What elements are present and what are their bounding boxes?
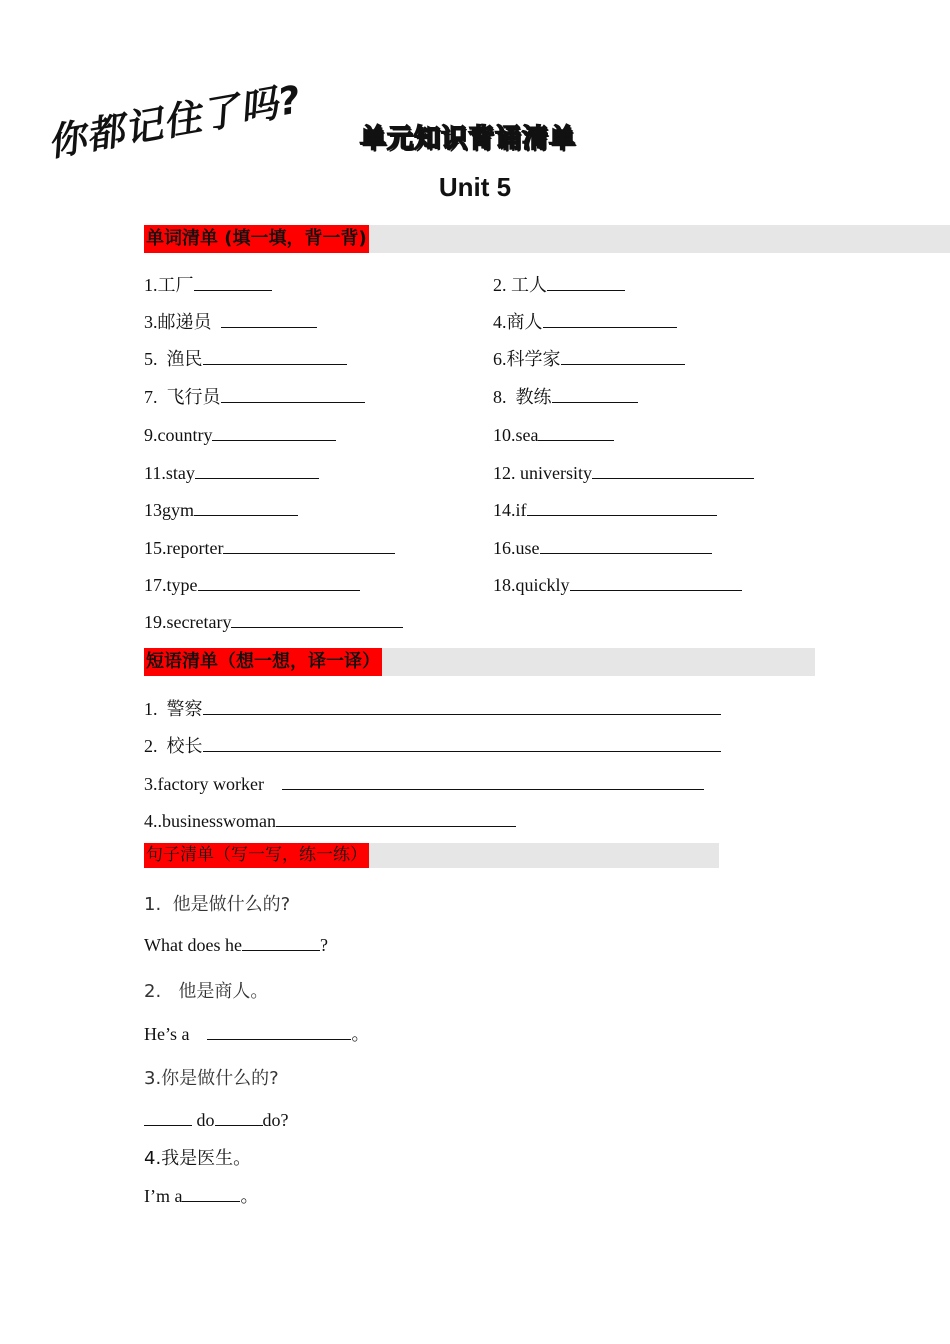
- answer-blank[interactable]: [198, 572, 360, 591]
- word-item-17: 17.type: [144, 572, 360, 597]
- answer-blank[interactable]: [207, 1021, 351, 1040]
- answer-blank[interactable]: [221, 384, 365, 403]
- answer-blank[interactable]: [540, 535, 712, 554]
- sentence-en-1: What does he ?: [144, 932, 328, 956]
- answer-blank[interactable]: [215, 1107, 263, 1126]
- answer-blank[interactable]: [194, 272, 272, 291]
- phrase-item-2: 2. 校长: [144, 733, 721, 758]
- word-item-14: 14.if: [493, 497, 717, 522]
- answer-blank[interactable]: [276, 808, 516, 827]
- section-words-bar: [144, 225, 950, 253]
- answer-blank[interactable]: [203, 733, 721, 752]
- phrase-item-1: 1. 警察: [144, 696, 721, 721]
- word-item-5: 5. 渔民: [144, 346, 347, 371]
- word-item-15: 15.reporter: [144, 535, 395, 560]
- word-item-9: 9.country: [144, 422, 336, 447]
- word-item-4: 4.商人: [493, 309, 677, 334]
- answer-blank[interactable]: [223, 535, 395, 554]
- answer-blank[interactable]: [203, 696, 721, 715]
- word-item-11: 11.stay: [144, 460, 319, 485]
- answer-blank[interactable]: [570, 572, 742, 591]
- answer-blank[interactable]: [527, 497, 717, 516]
- word-item-10: 10.sea: [493, 422, 614, 447]
- word-item-18: 18.quickly: [493, 572, 742, 597]
- section-sentences-label: 句子清单（写一写，练一练）: [144, 843, 369, 868]
- phrase-item-4: 4..businesswoman: [144, 808, 516, 833]
- word-item-1: 1.工厂: [144, 272, 272, 297]
- sentence-en-3: do do?: [144, 1107, 289, 1131]
- answer-blank[interactable]: [592, 460, 754, 479]
- sentence-cn-2: 2. 他是商人。: [144, 981, 269, 1002]
- unit-title: Unit 5: [438, 172, 512, 202]
- answer-blank[interactable]: [543, 309, 677, 328]
- answer-blank[interactable]: [195, 460, 319, 479]
- answer-blank[interactable]: [282, 771, 704, 790]
- section-words-label: 单词清单 (填一填，背一背): [144, 225, 369, 253]
- answer-blank[interactable]: [231, 609, 403, 628]
- word-item-7: 7. 飞行员: [144, 384, 365, 409]
- word-item-6: 6.科学家: [493, 346, 685, 371]
- word-item-3: 3.邮递员: [144, 309, 317, 334]
- sentence-en-4: I’m a 。: [144, 1182, 258, 1208]
- handwritten-title: 你都记住了吗?: [44, 77, 305, 166]
- phrase-item-3: 3.factory worker: [144, 771, 704, 796]
- section-phrases-label: 短语清单（想一想，译一译）: [144, 648, 382, 676]
- word-item-16: 16.use: [493, 535, 712, 560]
- answer-blank[interactable]: [144, 1107, 192, 1126]
- answer-blank[interactable]: [182, 1183, 240, 1202]
- answer-blank[interactable]: [203, 346, 347, 365]
- answer-blank[interactable]: [547, 272, 625, 291]
- answer-blank[interactable]: [194, 497, 298, 516]
- banner-title: 单元知识背诵清单: [360, 124, 577, 154]
- word-item-13: 13gym: [144, 497, 298, 522]
- sentence-en-2: He’s a 。: [144, 1020, 369, 1046]
- answer-blank[interactable]: [561, 346, 685, 365]
- sentence-cn-4: 4.我是医生。: [144, 1148, 252, 1169]
- sentence-cn-3: 3.你是做什么的?: [144, 1068, 279, 1089]
- answer-blank[interactable]: [242, 932, 320, 951]
- answer-blank[interactable]: [538, 422, 614, 441]
- answer-blank[interactable]: [212, 422, 336, 441]
- answer-blank[interactable]: [552, 384, 638, 403]
- answer-blank[interactable]: [221, 309, 317, 328]
- section-sentences-bar: [144, 843, 719, 868]
- word-item-19: 19.secretary: [144, 609, 403, 634]
- sentence-cn-1: 1. 他是做什么的?: [144, 894, 291, 915]
- word-item-12: 12. university: [493, 460, 754, 485]
- word-item-2: 2. 工人: [493, 272, 625, 297]
- section-phrases-bar: [144, 648, 815, 676]
- word-item-8: 8. 教练: [493, 384, 638, 409]
